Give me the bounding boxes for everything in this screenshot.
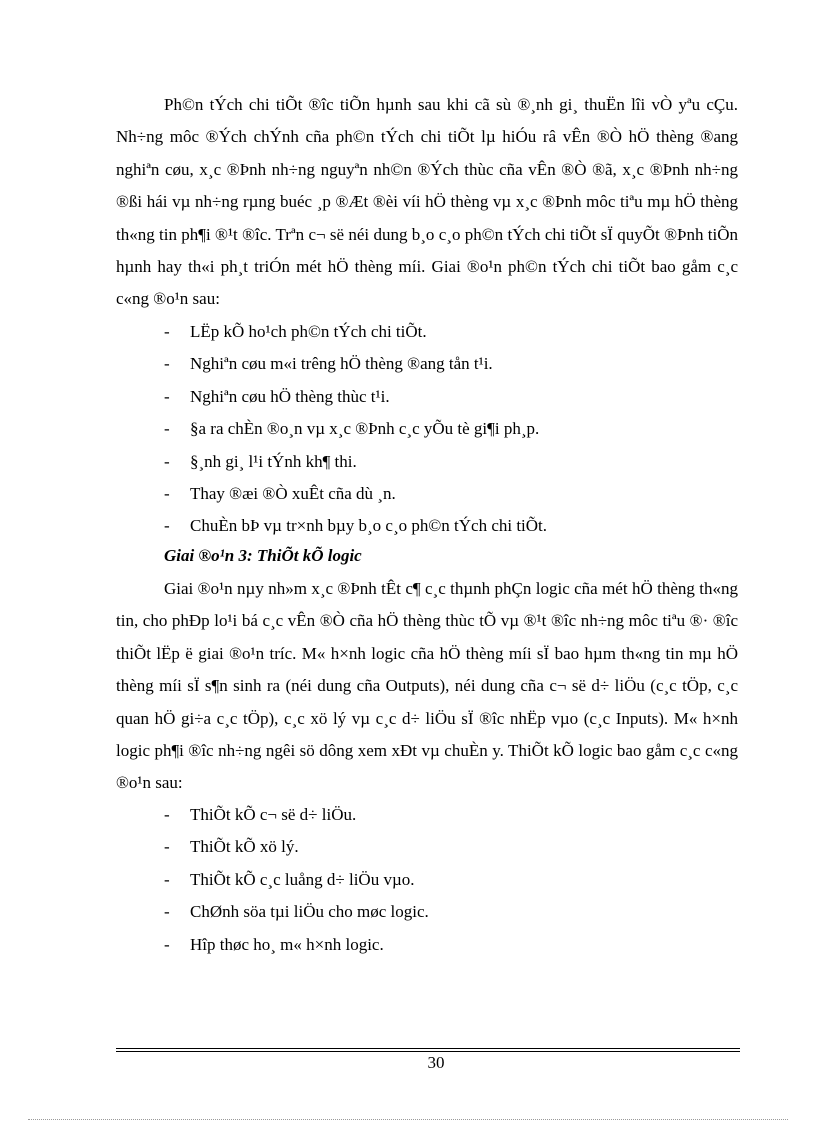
list-item-text: §a ra chÈn ®o¸n vµ x¸c ®Þnh c¸c yÕu tè gi¶i ph¸p. xyxy=(190,419,540,439)
bullet-dash: - xyxy=(164,451,170,471)
list-item xyxy=(164,316,547,348)
list-item xyxy=(164,478,547,510)
paragraph-intro-text: Ph©n tÝch chi tiÕt ®îc tiÕn hµnh sau khi cã sù ®¸nh gi¸ thuËn lîi vÒ yªu cÇu. Nh÷ng môc ®Ých chÝnh cña ph©n tÝch chi tiÕt lµ hiÓu râ vÊn ®Ò hÖ thèng ®ang nghiªn cøu, x¸c ®Þnh nh÷ng nguyªn nh©n ®Ých thùc cña vÊn ®Ò ®ã, x¸c ®Þnh nh÷ng ®ßi hái vµ nh÷ng rµng buéc ¸p ®Æt ®èi víi hÖ thèng vµ x¸c ®Þnh môc tiªu mµ hÖ thèng th«ng tin ph¶i ®¹t ®îc. Trªn c¬ së néi dung b¸o c¸o ph©n tÝch chi tiÕt sÏ quyÕt ®Þnh tiÕn hµnh hay th«i ph¸t triÓn mét hÖ thèng míi. Giai ®o¹n ph©n tÝch chi tiÕt bao gåm c¸c c«ng ®o¹n sau: xyxy=(116,95,738,309)
bullet-dash: - xyxy=(164,837,170,857)
list-item xyxy=(164,864,429,896)
bullet-dash: - xyxy=(164,386,170,406)
list-item-text: Thay ®æi ®Ò xuÊt cña dù ¸n. xyxy=(190,483,396,503)
analysis-steps-list xyxy=(164,316,547,543)
paragraph-logic-design-text: Giai ®o¹n nµy nh»m x¸c ®Þnh tÊt c¶ c¸c thµnh phÇn logic cña mét hÖ thèng th«ng tin, cho phÐp lo¹i bá c¸c vÊn ®Ò cña hÖ thèng thùc tÕ vµ ®¹t ®îc nh÷ng môc tiªu ®· ®îc thiÕt lËp ë giai ®o¹n tríc. M« h×nh logic cña hÖ thèng míi sÏ bao hµm th«ng tin mµ hÖ thèng míi sÏ s¶n sinh ra (néi dung cña Outputs), néi dung cña c¬ së d÷ liÖu (c¸c tÖp, c¸c quan hÖ gi÷a c¸c tÖp), c¸c xö lý vµ c¸c d÷ liÖu sÏ ®îc nhËp vµo (c¸c Inputs). M« h×nh logic ph¶i ®îc nh÷ng ngêi sö dông xem xÐt vµ chuÈn y. ThiÕt kÕ logic bao gåm c¸c c«ng ®o¹n sau: xyxy=(116,579,738,793)
list-item-text: ChuÈn bÞ vµ tr×nh bµy b¸o c¸o ph©n tÝch chi tiÕt. xyxy=(190,516,548,536)
bullet-dash: - xyxy=(164,934,170,954)
list-item xyxy=(164,831,429,863)
footer-rule-top xyxy=(116,1048,740,1049)
list-item-text: Nghiªn cøu hÖ thèng thùc t¹i. xyxy=(190,386,390,406)
list-item xyxy=(164,446,547,478)
bullet-dash: - xyxy=(164,354,170,374)
list-item-text: ThiÕt kÕ xö lý. xyxy=(190,837,299,857)
list-item-text: LËp kÕ ho¹ch ph©n tÝch chi tiÕt. xyxy=(190,322,427,341)
list-item-text: Nghiªn cøu m«i trêng hÖ thèng ®ang tån t¹i. xyxy=(190,354,493,374)
bullet-dash: - xyxy=(164,483,170,503)
list-item xyxy=(164,896,429,928)
list-item xyxy=(164,348,547,380)
list-item xyxy=(164,510,547,542)
bullet-dash: - xyxy=(164,322,170,341)
bullet-dash: - xyxy=(164,805,170,824)
list-item xyxy=(164,929,429,961)
paragraph-logic-design xyxy=(116,573,738,800)
bullet-dash: - xyxy=(164,419,170,439)
logic-design-steps-list xyxy=(164,799,429,961)
list-item-text: ChØnh söa tµi liÖu cho møc logic. xyxy=(190,902,429,922)
bullet-dash: - xyxy=(164,869,170,889)
list-item-text: §¸nh gi¸ l¹i tÝnh kh¶ thi. xyxy=(190,451,357,471)
page-number: 30 xyxy=(427,1053,445,1072)
bullet-dash: - xyxy=(164,516,170,536)
list-item-text: ThiÕt kÕ c¬ së d÷ liÖu. xyxy=(190,805,357,824)
section-heading: Giai ®o¹n 3: ThiÕt kÕ logic xyxy=(164,546,362,565)
list-item xyxy=(164,799,429,831)
page-break-line xyxy=(28,1119,788,1120)
paragraph-intro xyxy=(116,89,738,316)
bullet-dash: - xyxy=(164,902,170,922)
list-item xyxy=(164,413,547,445)
list-item-text: Hîp thøc ho¸ m« h×nh logic. xyxy=(190,934,384,954)
list-item-text: ThiÕt kÕ c¸c luång d÷ liÖu vµo. xyxy=(190,869,415,889)
list-item xyxy=(164,381,547,413)
